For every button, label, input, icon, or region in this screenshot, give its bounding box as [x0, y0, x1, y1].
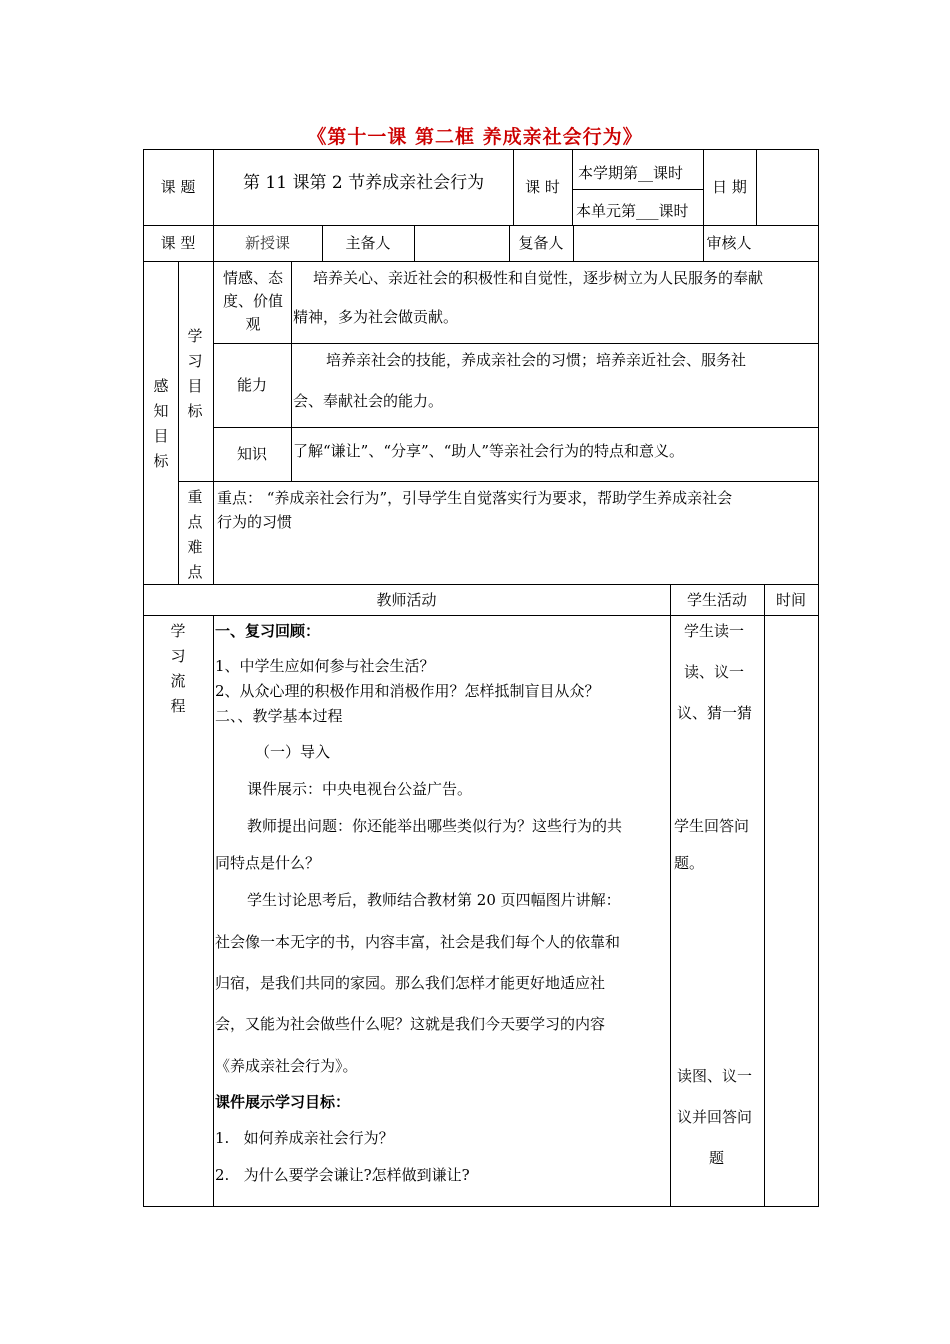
table-border-left	[143, 149, 144, 1207]
main-prep-label: 主备人	[345, 234, 391, 252]
student-activity-line: 题。	[674, 854, 705, 872]
teacher-line: 同特点是什么？	[215, 854, 321, 872]
teacher-line: 2. 为什么要学会谦让?怎样做到谦让?	[215, 1166, 470, 1184]
teacher-line: 教师提出问题：你还能举出哪些类似行为？这些行为的共	[247, 817, 623, 835]
teacher-line: 1. 如何养成亲社会行为？	[215, 1129, 394, 1147]
teacher-line: 社会像一本无字的书，内容丰富，社会是我们每个人的依靠和	[215, 933, 621, 951]
teacher-line: 会，又能为社会做些什么呢？这就是我们今天要学习的内容	[215, 1015, 606, 1033]
teacher-line: 一、复习回顾：	[215, 622, 321, 640]
teacher-line: 《养成亲社会行为》。	[215, 1057, 358, 1075]
perception-goals-label: 感知目标	[153, 377, 169, 470]
period-label: 课 时	[525, 178, 560, 196]
document-title: 《第十一课 第二框 养成亲社会行为》	[307, 126, 643, 148]
key-text-1: 重点： “养成亲社会行为”，引导学生自觉落实行为要求，帮助学生养成亲社会	[217, 489, 733, 507]
ability-text-1: 培养亲社会的技能，养成亲社会的习惯；培养亲近社会、服务社	[326, 351, 747, 369]
period-term: 本学期第__课时	[578, 164, 684, 182]
student-activity-line: 议并回答问	[677, 1108, 753, 1126]
key-points-label: 重点难点	[187, 488, 203, 581]
emotion-text-1: 培养关心、亲近社会的积极性和自觉性，逐步树立为人民服务的奉献	[313, 269, 764, 287]
emotion-label: 情感、态度、价值观	[222, 269, 283, 333]
student-activity-line: 读、议一	[684, 663, 745, 681]
type-label: 课 型	[160, 234, 196, 252]
topic-label: 课 题	[160, 178, 196, 196]
topic-value: 第 11 课第 2 节养成亲社会行为	[243, 173, 485, 193]
student-activity-line: 读图、议一	[677, 1067, 753, 1085]
period-unit: 本单元第___课时	[576, 202, 689, 220]
learning-process-label: 学习流程	[170, 622, 186, 715]
knowledge-text: 了解“谦让”、“分享”、“助人”等亲社会行为的特点和意义。	[293, 442, 685, 460]
student-activity-line: 学生回答问	[674, 817, 750, 835]
ability-label: 能力	[236, 376, 267, 394]
teacher-line: 学生讨论思考后，教师结合教材第 20 页四幅图片讲解：	[247, 891, 621, 909]
teacher-line: 2、从众心理的积极作用和消极作用？怎样抵制盲目从众？	[215, 682, 600, 700]
date-label: 日 期	[712, 178, 747, 196]
student-activity-line: 议、猜一猜	[677, 704, 753, 722]
ability-text-2: 会、奉献社会的能力。	[293, 392, 444, 410]
teacher-activity-header: 教师活动	[376, 590, 437, 609]
lesson-plan-table	[143, 149, 819, 1207]
table-border-bottom	[143, 1206, 819, 1207]
student-activity-header: 学生活动	[686, 590, 747, 609]
re-prep-label: 复备人	[518, 234, 564, 252]
teacher-line: 课件展示：中央电视台公益广告。	[247, 780, 473, 798]
teacher-line: 归宿，是我们共同的家园。那么我们怎样才能更好地适应社	[215, 974, 606, 992]
teacher-line: （一）导入	[255, 743, 331, 761]
knowledge-label: 知识	[236, 445, 267, 463]
time-header: 时间	[775, 590, 806, 609]
table-border-right	[818, 149, 819, 1207]
reviewer-label: 审核人	[706, 234, 752, 252]
emotion-text-2: 精神，多为社会做贡献。	[293, 308, 459, 326]
student-activity-line: 学生读一	[684, 622, 745, 640]
teacher-line: 二、、教学基本过程	[215, 707, 343, 725]
student-activity-line: 题	[709, 1149, 725, 1167]
teacher-line: 1、中学生应如何参与社会生活？	[215, 657, 435, 675]
key-text-2: 行为的习惯	[217, 513, 293, 531]
teacher-line: 课件展示学习目标：	[215, 1093, 351, 1111]
type-value: 新授课	[244, 234, 290, 252]
learning-goals-label: 学习目标	[187, 327, 203, 420]
